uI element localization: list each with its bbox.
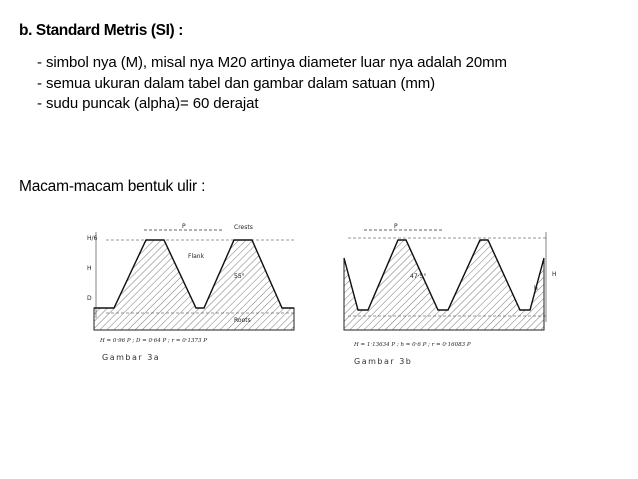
bullet-item: - semua ukuran dalam tabel dan gambar dalam satuan (mm) — [37, 74, 436, 92]
figure-caption: Gambar 3a — [102, 353, 161, 362]
thread-diagram-3a — [84, 218, 310, 388]
bullet-item: - simbol nya (M), misal nya M20 artinya diameter luar nya adalah 20mm — [37, 54, 507, 71]
h-label: H — [87, 265, 92, 272]
h6-label: H/6 — [87, 235, 98, 242]
pitch-label: P — [182, 223, 186, 230]
figure-caption: Gambar 3b — [354, 357, 413, 366]
thread-profile-diagram-icon — [334, 218, 568, 388]
roots-label: Roots — [234, 317, 251, 324]
d-label: D — [87, 295, 92, 302]
thread-diagram-3b — [334, 218, 568, 388]
angle-label: 55° — [234, 273, 245, 280]
section-heading: b. Standard Metris (SI) : — [19, 22, 183, 39]
angle-label: 47·5° — [410, 273, 427, 280]
bullet-list — [37, 53, 617, 115]
formula-text: H = 0·96 P ; D = 0·64 P ; r = 0·1373 P — [100, 338, 207, 344]
formula-text: H = 1·13634 P ; h = 0·6 P ; r = 0·16083 P — [354, 342, 471, 348]
pitch-label: P — [394, 223, 398, 230]
crests-label: Crests — [234, 224, 253, 231]
h-small-label: h — [534, 285, 538, 292]
bullet-item: - sudu puncak (alpha)= 60 derajat — [37, 95, 259, 112]
h-label: H — [552, 271, 557, 278]
thread-profile-diagram-icon — [84, 218, 310, 388]
thread-types-heading: Macam-macam bentuk ulir : — [19, 178, 206, 195]
flank-label: Flank — [188, 253, 205, 260]
